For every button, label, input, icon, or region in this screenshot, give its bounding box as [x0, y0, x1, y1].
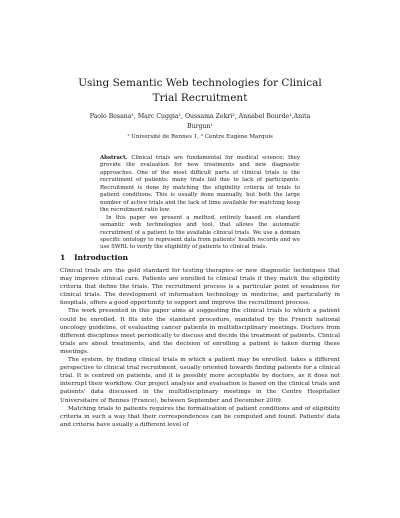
abstract-paragraph: In this paper we present a method, entirely based on standard semantic web technologies and tool, that allows the automatic recruitment of a patient to the available clinical trials. We use a domain specific ontology to represent data from patients' health records and we use SWRL to verify the eligibility of patients to clinical trials.	[100, 214, 300, 251]
body-paragraph: Matching trials to patients requires the formalisation of patient conditions and of eligibility criteria in such a way that their correspondences can be computed and found. Patients' data and criteria have usually a different level of	[60, 405, 340, 428]
abstract	[100, 155, 300, 252]
section-body	[60, 267, 340, 429]
section-title: Introduction	[74, 253, 129, 262]
affiliations: ¹ Université de Rennes 1, ² Centre Eugène Marquis	[127, 134, 273, 140]
section-heading	[60, 253, 128, 262]
authors-line: Burgun¹	[187, 122, 213, 130]
body-paragraph: The system, by finding clinical trials in which a patient may be enrolled, takes a different perspective to clinical trial recruitment, usually oriented towards finding patients for a clinical trial. It is centred on patients, and it is possibly more acceptable by doctors, as it does not interrupt their workflow. Our project analysis and evaluation is based on the clinical trials and patients' data discussed in the multidisciplinary meetings in the Centre Hospitalier Universitaire of Rennes (France), between September and December 2009.	[60, 357, 340, 404]
abstract-text: Clinical trials are fundamental for medical science: they provide the evaluation for new treatments and new diagnostic approaches. One of the most difficult parts of clinical trials is the recruitment of patients: many trials fail due to lack of participants. Recruitment is done by matching the eligibility criteria of trials to patient conditions. This is usually done manually, but both the large number of active trials and the lack of time available for matching keep the recruitment ratio low.	[100, 155, 300, 214]
abstract-label: Abstract.	[100, 155, 128, 161]
body-paragraph: The work presented in this paper aims at suggesting the clinical trials to which a patient could be enrolled. It fits into the standard procedure, mandated by the French national oncology guideline, of evaluating cancer patients in multidisciplinary meetings. Doctors from different disciplines meet periodically to discuss and decide the treatment of patients. Clinical trials are about treatments, and the decision of enrolling a patient is taken during these meetings.	[60, 308, 340, 355]
body-paragraph: Clinical trials are the gold standard for testing therapies or new diagnostic techniques that may improve clinical care. Patients are enrolled to clinical trials if they match the eligibility criteria that define the trials. The recruitment process is a particular point of weakness for clinical trials. The development of information technology in medicine, and particularly in hospitals, offers a good opportunity to support and improve the recruitment process.	[60, 268, 340, 307]
authors-line: Paolo Besana¹, Marc Cuggia¹, Oussama Zekri², Annabel Bourde¹,Anita	[89, 113, 311, 120]
author-list	[60, 112, 340, 131]
title-line: Trial Recruitment	[152, 92, 248, 104]
abstract-paragraph	[100, 155, 300, 215]
paper-title	[60, 76, 340, 106]
title-line: Using Semantic Web technologies for Clinical	[78, 77, 322, 89]
section-number: 1	[60, 253, 66, 262]
